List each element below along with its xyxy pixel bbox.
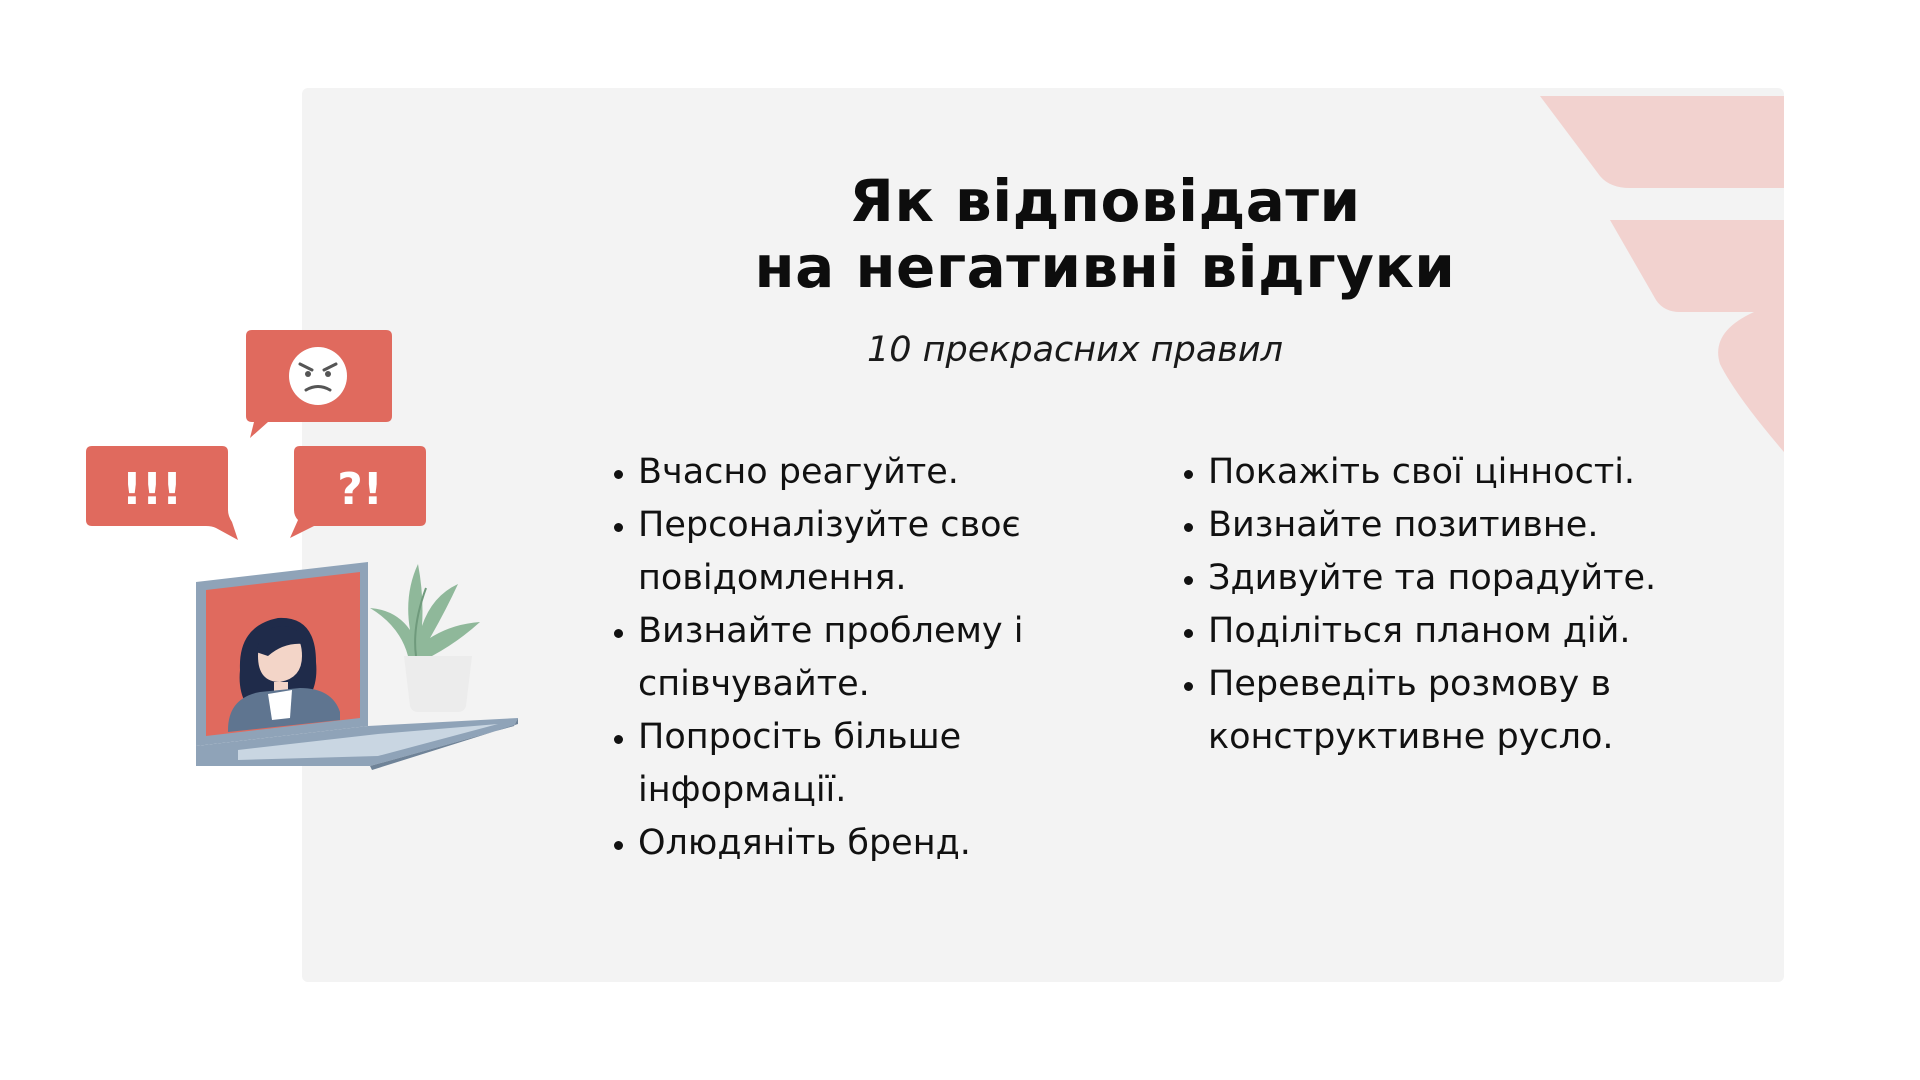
decorative-arrow-shapes xyxy=(1540,96,1784,452)
bubble-exclaim-text: !!! xyxy=(121,464,183,515)
slide-title xyxy=(660,168,1550,300)
angry-face-icon xyxy=(289,347,347,405)
rule-item: • Поділіться планом дій. xyxy=(1208,605,1678,658)
negative-feedback-illustration xyxy=(78,326,538,776)
speech-bubble-question xyxy=(290,446,426,538)
rule-item: • Вчасно реагуйте. xyxy=(638,446,1078,499)
rule-item: • Визнайте проблему і співчувайте. xyxy=(638,605,1078,711)
rule-item: • Персоналізуйте своє повідомлення. xyxy=(638,499,1078,605)
deco-shape-bottom xyxy=(1718,312,1784,452)
deco-shape-middle xyxy=(1610,220,1784,312)
rule-item: • Покажіть свої цінності. xyxy=(1208,446,1678,499)
title-line-2: на негативні відгуки xyxy=(754,233,1456,301)
slide-subtitle: 10 прекрасних правил xyxy=(866,330,1284,370)
speech-bubble-exclaim xyxy=(86,446,238,540)
rule-item: • Здивуйте та порадуйте. xyxy=(1208,552,1678,605)
title-line-1: Як відповідати xyxy=(849,167,1361,235)
deco-shape-top xyxy=(1540,96,1784,188)
rule-item: • Переведіть розмову в конструктивне русло. xyxy=(1208,658,1678,764)
rules-list-right xyxy=(1172,446,1678,764)
rule-item: • Визнайте позитивне. xyxy=(1208,499,1678,552)
rule-item: • Олюдяніть бренд. xyxy=(638,817,1078,870)
bubble-question-text: ?! xyxy=(337,464,383,515)
rules-list-left xyxy=(602,446,1078,870)
rule-item: • Попросіть більше інформації. xyxy=(638,711,1078,817)
plant-icon xyxy=(370,564,480,712)
speech-bubble-angry xyxy=(246,330,392,438)
